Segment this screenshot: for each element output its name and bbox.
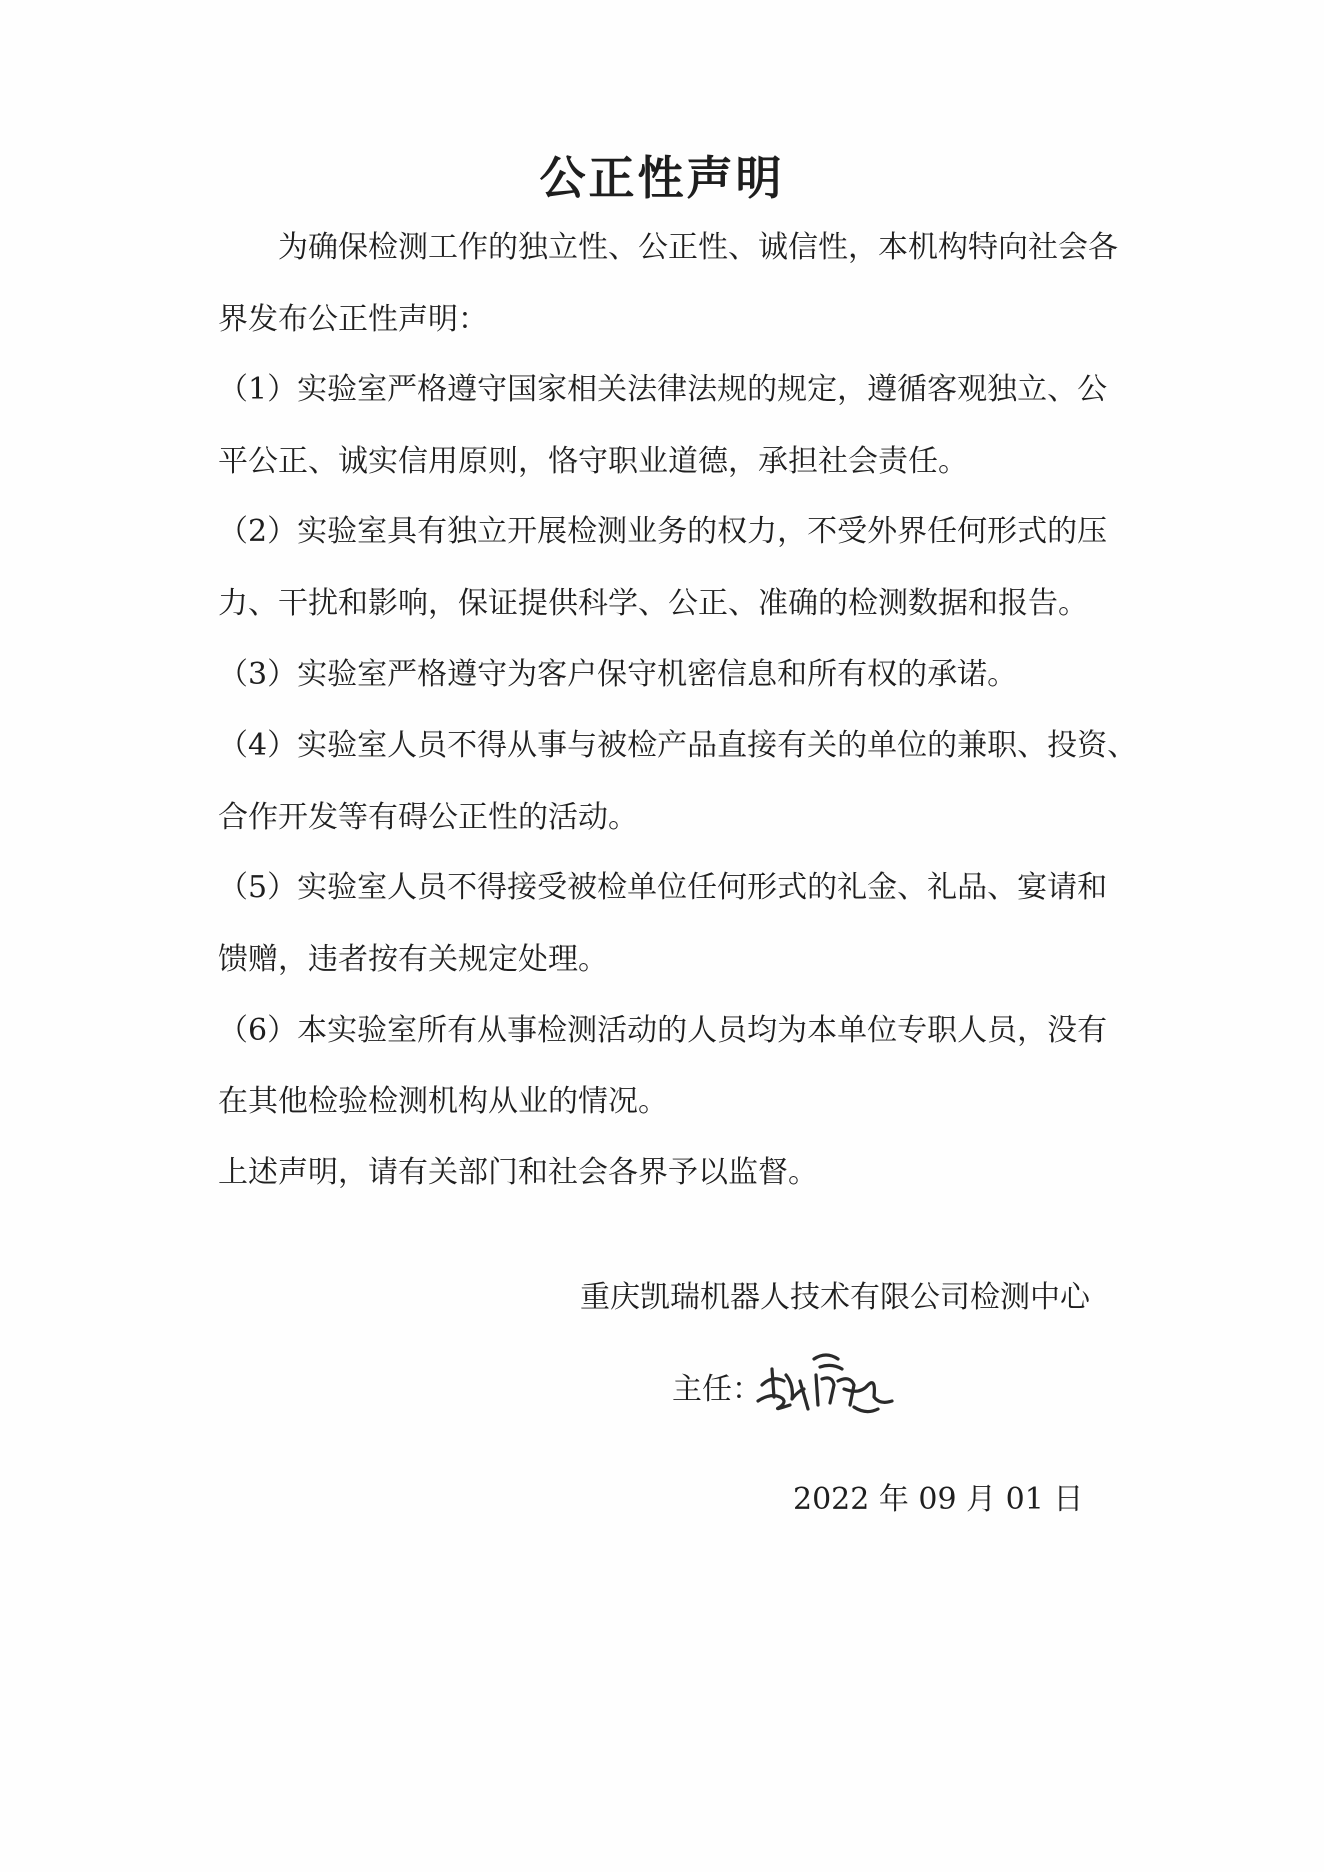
organization-name: 重庆凯瑞机器人技术有限公司检测中心 (580, 1280, 1090, 1315)
document-date: 2022 年 09 月 01 日 (793, 1482, 1084, 1517)
item-5-line-1: （5）实验室人员不得接受被检单位任何形式的礼金、礼品、宴请和 (218, 870, 1108, 905)
item-6-line-2: 在其他检验检测机构从业的情况。 (218, 1084, 668, 1119)
intro-line-1: 为确保检测工作的独立性、公正性、诚信性，本机构特向社会各 (278, 230, 1118, 265)
item-2-line-1: （2）实验室具有独立开展检测业务的权力，不受外界任何形式的压 (218, 514, 1108, 549)
intro-line-2: 界发布公正性声明： (218, 302, 488, 337)
closing-statement: 上述声明，请有关部门和社会各界予以监督。 (218, 1155, 818, 1190)
item-1-line-2: 平公正、诚实信用原则，恪守职业道德，承担社会责任。 (218, 444, 968, 479)
item-6-line-1: （6）本实验室所有从事检测活动的人员均为本单位专职人员，没有 (218, 1013, 1108, 1048)
item-5-line-2: 馈赠，违者按有关规定处理。 (218, 942, 608, 977)
page-title: 公正性声明 (539, 151, 785, 205)
item-3-line-1: （3）实验室严格遵守为客户保守机密信息和所有权的承诺。 (218, 657, 1018, 692)
handwritten-signature (750, 1345, 910, 1425)
item-1-line-1: （1）实验室严格遵守国家相关法律法规的规定，遵循客观独立、公 (218, 372, 1108, 407)
director-label: 主任： (672, 1372, 762, 1407)
item-2-line-2: 力、干扰和影响，保证提供科学、公正、准确的检测数据和报告。 (218, 586, 1088, 621)
item-4-line-2: 合作开发等有碍公正性的活动。 (218, 800, 638, 835)
item-4-line-1: （4）实验室人员不得从事与被检产品直接有关的单位的兼职、投资、 (218, 728, 1138, 763)
